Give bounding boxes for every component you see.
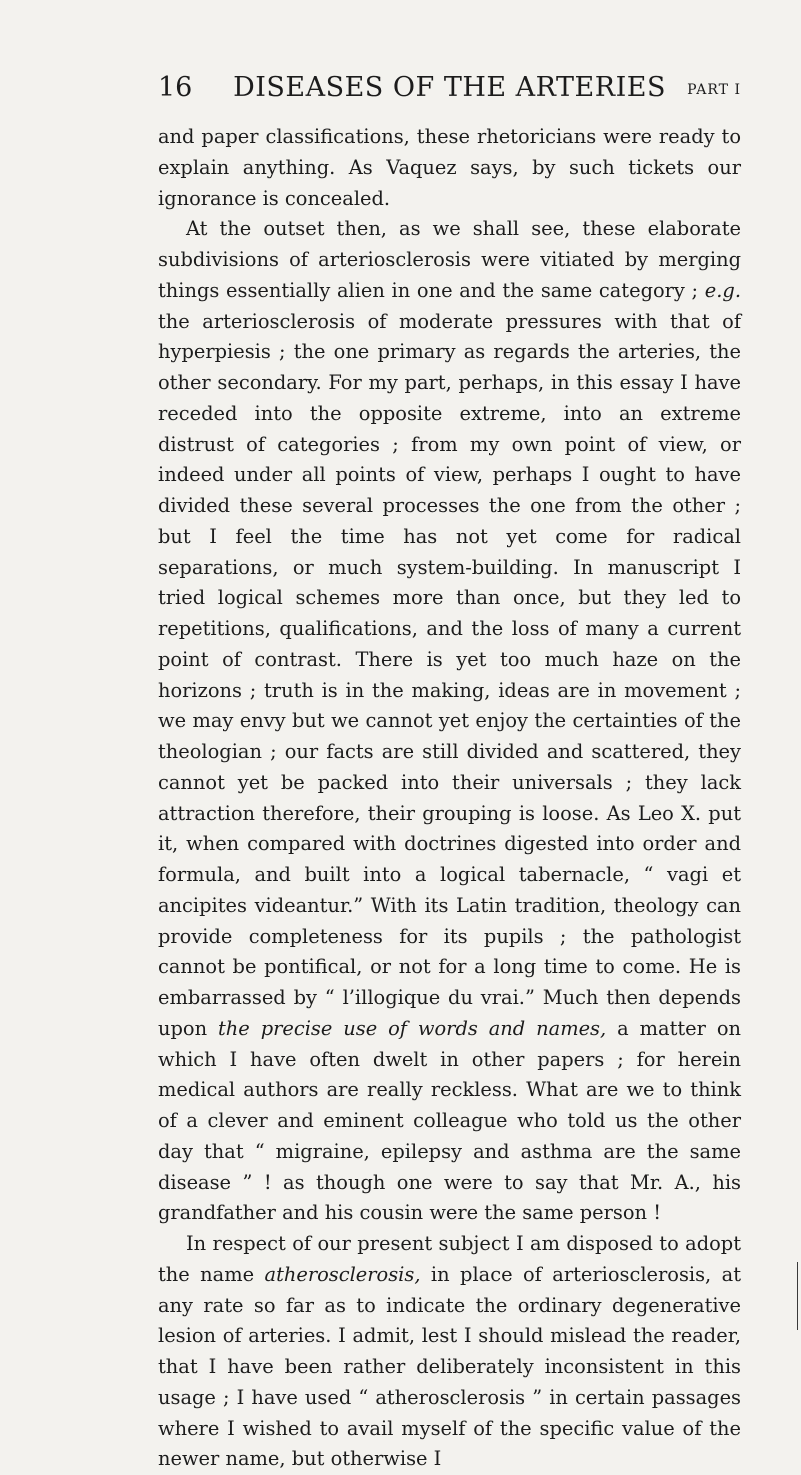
page-number: 16 bbox=[158, 72, 193, 103]
text-segment: and paper classifications, these rhetoricians were ready to explain anything. As Vaquez says, by such tickets our ignorance is concealed. bbox=[158, 125, 741, 210]
text-segment: in place of arteriosclerosis, at any rate so far as to indicate the ordinary degenerative lesion of arteries. I admit, lest I should mislead the reader, that I have been rather deliberately inconsistent in this usage ; I have used “ atherosclerosis ” in certain passages where I wished to avail myself of the specific value of the newer name, but otherwise I bbox=[158, 1262, 741, 1471]
italic-segment: the precise use of words and names, bbox=[218, 1016, 607, 1040]
part-label: PART I bbox=[687, 82, 741, 98]
paragraph-3 bbox=[158, 1229, 741, 1475]
paragraph-2 bbox=[158, 214, 741, 1229]
body-text bbox=[158, 122, 741, 1475]
page-edge-line bbox=[797, 1262, 798, 1330]
page-title: DISEASES OF THE ARTERIES bbox=[233, 72, 666, 103]
text-segment: the arteriosclerosis of moderate pressures with that of hyperpiesis ; the one primary as regards the arteries, the other secondary. For my part, perhaps, in this essay I have receded into the opposite extreme, into an extreme distrust of categories ; from my own point of view, or indeed under all points of view, perhaps I ought to have divided these several processes the one from the other ; but I feel the time has not yet come for radical separations, or much system-building. In manuscript I tried logical schemes more than once, but they led to repetitions, qualifications, and the loss of many a current point of contrast. There is yet too much haze on the horizons ; truth is in the making, ideas are in movement ; we may envy but we cannot yet enjoy the certainties of the theologian ; our facts are still divided and scattered, they cannot yet be packed into their universals ; they lack attraction therefore, their grouping is loose. As Leo X. put it, when compared with doctrines digested into order and formula, and built into a logical tabernacle, “ vagi et ancipites videantur.” With its Latin tradition, theology can provide completeness for its pupils ; the pathologist cannot be pontifical, or not for a long time to come. He is embarrassed by “ l’illogique du vrai.” Much then depends upon bbox=[158, 309, 741, 1040]
paragraph-1 bbox=[158, 122, 741, 214]
text-segment: a matter on which I have often dwelt in other papers ; for herein medical authors are really reckless. What are we to think of a clever and eminent colleague who told us the other day that “ migraine, epilepsy and asthma are the same disease ” ! as though one were to say that Mr. A., his grandfather and his cousin were the same person ! bbox=[158, 1016, 741, 1225]
italic-segment: e.g. bbox=[704, 278, 741, 302]
italic-segment: atherosclerosis, bbox=[264, 1262, 421, 1286]
text-segment: At the outset then, as we shall see, these elaborate subdivisions of arteriosclerosis were vitiated by merging things essentially alien in one and the same category ; bbox=[158, 217, 741, 302]
text-segment: In respect of our present subject I am disposed to adopt the name bbox=[158, 1232, 741, 1286]
running-head bbox=[158, 68, 741, 108]
